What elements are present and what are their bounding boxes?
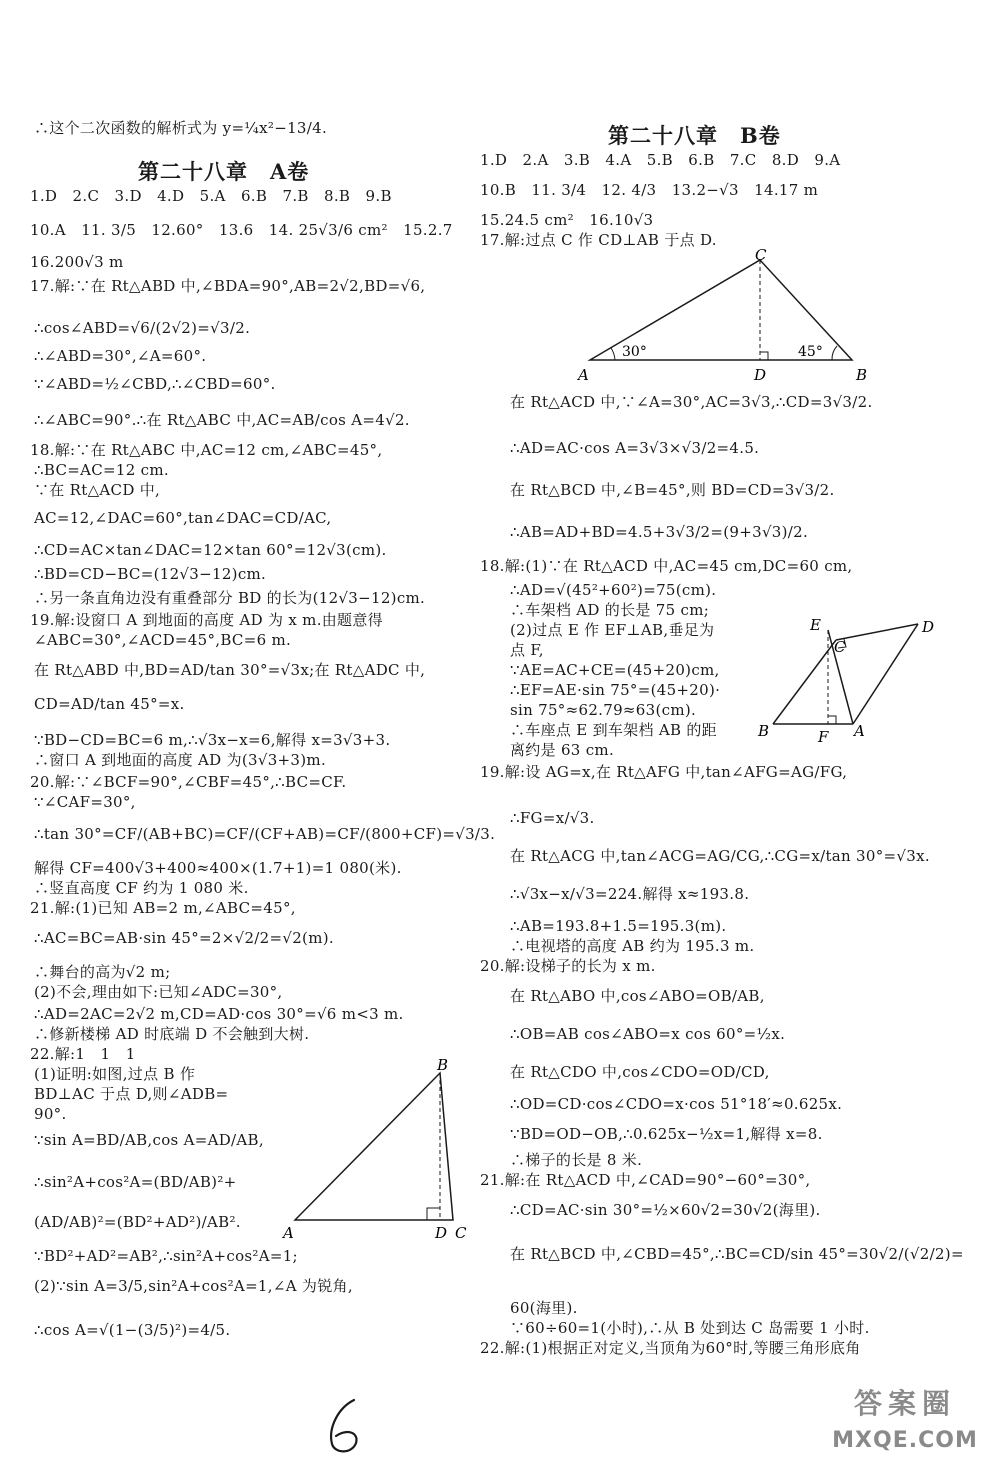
text-line: ∴sin²A+cos²A=(BD/AB)²+ xyxy=(34,1173,237,1191)
text-line: ∴AC=BC=AB·sin 45°=2×√2/2=√2(m). xyxy=(34,929,334,947)
text-line: ∵∠ABD=½∠CBD,∴∠CBD=60°. xyxy=(34,375,276,393)
text-line: 19.解:设窗口 A 到地面的高度 AD 为 x m.由题意得 xyxy=(30,611,383,629)
text-line: 22.解:(1)根据正对定义,当顶角为60°时,等腰三角形底角 xyxy=(480,1339,861,1357)
handwritten-page-number xyxy=(320,1396,370,1462)
text-line: 15.24.5 cm² 16.10√3 xyxy=(480,211,654,229)
text-line: ∴舞台的高为√2 m; xyxy=(34,963,171,981)
text-line: 22.解:1 1 1 xyxy=(30,1045,136,1063)
text-line: ∴√3x−x/√3=224.解得 x≈193.8. xyxy=(510,885,750,903)
fig-label: B xyxy=(856,366,868,384)
fig-label: B xyxy=(758,722,770,740)
fig-label: A xyxy=(283,1224,294,1242)
text-line: ∴AD=AC·cos A=3√3×√3/2=4.5. xyxy=(510,439,760,457)
text-line: ∴修新楼梯 AD 时底端 D 不会触到大树. xyxy=(34,1025,310,1043)
text-line: 17.解:∵在 Rt△ABD 中,∠BDA=90°,AB=2√2,BD=√6, xyxy=(30,277,426,295)
text-line: ∴cos∠ABD=√6/(2√2)=√3/2. xyxy=(34,319,251,337)
text-line: (2)∵sin A=3/5,sin²A+cos²A=1,∠A 为锐角, xyxy=(34,1277,353,1295)
text-line: ∵sin A=BD/AB,cos A=AD/AB, xyxy=(34,1131,264,1149)
fig-label: D xyxy=(922,618,935,636)
fig-label: B xyxy=(437,1058,449,1074)
text-line: ∴cos A=√(1−(3/5)²)=4/5. xyxy=(34,1321,231,1339)
text-line: ∴FG=x/√3. xyxy=(510,809,595,827)
text-line: ∴车架档 AD 的长是 75 cm; xyxy=(510,601,710,619)
text-line: 点 F, xyxy=(510,641,544,659)
fig-label: D xyxy=(754,366,767,384)
text-line: 16.200√3 m xyxy=(30,253,124,271)
text-line: ∴电视塔的高度 AB 约为 195.3 m. xyxy=(510,937,755,955)
fig-label: C xyxy=(455,1224,467,1242)
text-line: 解得 CF=400√3+400≈400×(1.7+1)=1 080(米). xyxy=(34,859,402,877)
text-line: 1.D 2.A 3.B 4.A 5.B 6.B 7.C 8.D 9.A xyxy=(480,151,841,169)
text-line: 在 Rt△BCD 中,∠B=45°,则 BD=CD=3√3/2. xyxy=(510,481,835,499)
fig-label: D xyxy=(435,1224,448,1242)
text-line: ∠ABC=30°,∠ACD=45°,BC=6 m. xyxy=(34,631,292,649)
text-line: ∴梯子的长是 8 米. xyxy=(510,1151,643,1169)
text-line: ∴CD=AC×tan∠DAC=12×tan 60°=12√3(cm). xyxy=(34,541,387,559)
text-line: ∴AB=AD+BD=4.5+3√3/2=(9+3√3)/2. xyxy=(510,523,809,541)
text-line: ∵在 Rt△ACD 中, xyxy=(34,481,161,499)
page-number-text: 6 xyxy=(320,1396,321,1397)
text-line: 在 Rt△ABD 中,BD=AD/tan 30°=√3x;在 Rt△ADC 中, xyxy=(34,661,426,679)
text-line: ∴车座点 E 到车架档 AB 的距 xyxy=(510,721,717,739)
text-line: BD⊥AC 于点 D,则∠ADB= xyxy=(34,1085,229,1103)
text-line: ∵BD−CD=BC=6 m,∴√3x−x=6,解得 x=3√3+3. xyxy=(34,731,391,749)
fig-label: A xyxy=(578,366,589,384)
text-line: 在 Rt△ACD 中,∵∠A=30°,AC=3√3,∴CD=3√3/2. xyxy=(510,393,873,411)
text-line: 在 Rt△BCD 中,∠CBD=45°,∴BC=CD/sin 45°=30√2/(√2/2)= xyxy=(510,1245,964,1263)
text-line: 在 Rt△ACG 中,tan∠ACG=AG/CG,∴CG=x/tan 30°=√3x. xyxy=(510,847,930,865)
text-line: 1.D 2.C 3.D 4.D 5.A 6.B 7.B 8.B 9.B xyxy=(30,187,392,205)
text-line: 离约是 63 cm. xyxy=(510,741,615,759)
text-line: sin 75°≈62.79≈63(cm). xyxy=(510,701,697,719)
text-line: 90°. xyxy=(34,1105,67,1123)
text-line: ∴BC=AC=12 cm. xyxy=(34,461,169,479)
text-line: ∴AD=√(45²+60²)=75(cm). xyxy=(510,581,717,599)
text-line: ∵BD²+AD²=AB²,∴sin²A+cos²A=1; xyxy=(34,1247,298,1265)
text-line: ∵AE=AC+CE=(45+20)cm, xyxy=(510,661,720,679)
text-line: 21.解:在 Rt△ACD 中,∠CAD=90°−60°=30°, xyxy=(480,1171,811,1189)
text-line: ∴CD=AC·sin 30°=½×60√2=30√2(海里). xyxy=(510,1201,821,1219)
text-line: ∴OD=CD·cos∠CDO=x·cos 51°18′≈0.625x. xyxy=(510,1095,843,1113)
text-line: ∴OB=AB cos∠ABO=x cos 60°=½x. xyxy=(510,1025,786,1043)
text-line: 在 Rt△ABO 中,cos∠ABO=OB/AB, xyxy=(510,987,765,1005)
text-line: 10.B 11. 3/4 12. 4/3 13.2−√3 14.17 m xyxy=(480,181,819,199)
fig-label: F xyxy=(818,728,829,746)
fig-label: 30° xyxy=(622,344,647,360)
text-line: 60(海里). xyxy=(510,1299,578,1317)
text-line: ∴EF=AE·sin 75°=(45+20)· xyxy=(510,681,721,699)
triangle-figure-q17 xyxy=(570,248,870,388)
text-line: ∴∠ABD=30°,∠A=60°. xyxy=(34,347,207,365)
fig-label: C xyxy=(755,248,767,264)
text-line: ∴BD=CD−BC=(12√3−12)cm. xyxy=(34,565,267,583)
fig-label: E xyxy=(810,616,821,634)
text-line: (2)不会,理由如下:已知∠ADC=30°, xyxy=(34,983,283,1001)
text-line: ∴这个二次函数的解析式为 y=¼x²−13/4. xyxy=(34,119,328,137)
text-line: 18.解:(1)∵在 Rt△ACD 中,AC=45 cm,DC=60 cm, xyxy=(480,557,853,575)
text-line: (2)过点 E 作 EF⊥AB,垂足为 xyxy=(510,621,715,639)
text-line: 10.A 11. 3/5 12.60° 13.6 14. 25√3/6 cm² 15.2.7 xyxy=(30,221,453,239)
text-line: ∴AB=193.8+1.5=195.3(m). xyxy=(510,917,727,935)
text-line: 18.解:∵在 Rt△ABC 中,AC=12 cm,∠ABC=45°, xyxy=(30,441,383,459)
text-line: ∵∠CAF=30°, xyxy=(34,793,136,811)
text-line: ∴竖直高度 CF 约为 1 080 米. xyxy=(34,879,249,897)
text-line: 19.解:设 AG=x,在 Rt△AFG 中,tan∠AFG=AG/FG, xyxy=(480,763,848,781)
section-title-a: 第二十八章 A卷 xyxy=(138,159,310,184)
text-line: (AD/AB)²=(BD²+AD²)/AB². xyxy=(34,1213,241,1231)
text-line: 20.解:设梯子的长为 x m. xyxy=(480,957,656,975)
watermark-logo xyxy=(820,1380,990,1460)
bicycle-frame-figure-q18 xyxy=(748,612,948,747)
text-line: ∴窗口 A 到地面的高度 AD 为(3√3+3)m. xyxy=(34,751,327,769)
text-line: ∴tan 30°=CF/(AB+BC)=CF/(CF+AB)=CF/(800+CF)=√3/3. xyxy=(34,825,496,843)
fig-label: C xyxy=(834,638,846,656)
text-line: (1)证明:如图,过点 B 作 xyxy=(34,1065,196,1083)
text-line: 在 Rt△CDO 中,cos∠CDO=OD/CD, xyxy=(510,1063,770,1081)
text-line: CD=AD/tan 45°=x. xyxy=(34,695,185,713)
text-line: 21.解:(1)已知 AB=2 m,∠ABC=45°, xyxy=(30,899,296,917)
text-line: 20.解:∵∠BCF=90°,∠CBF=45°,∴BC=CF. xyxy=(30,773,347,791)
fig-label: A xyxy=(854,722,865,740)
text-line: ∴∠ABC=90°.∴在 Rt△ABC 中,AC=AB/cos A=4√2. xyxy=(34,411,410,429)
triangle-figure-q22 xyxy=(275,1058,475,1248)
text-line: AC=12,∠DAC=60°,tan∠DAC=CD/AC, xyxy=(34,509,332,527)
watermark-bottom: MXQE.COM xyxy=(832,1428,978,1453)
text-line: 17.解:过点 C 作 CD⊥AB 于点 D. xyxy=(480,231,717,249)
fig-label: 45° xyxy=(798,344,823,360)
watermark-top: 答案圈 xyxy=(853,1387,956,1420)
text-line: ∵BD=OD−OB,∴0.625x−½x=1,解得 x=8. xyxy=(510,1125,823,1143)
text-line: ∴另一条直角边没有重叠部分 BD 的长为(12√3−12)cm. xyxy=(34,589,426,607)
text-line: ∴AD=2AC=2√2 m,CD=AD·cos 30°=√6 m<3 m. xyxy=(34,1005,404,1023)
section-title-b: 第二十八章 B卷 xyxy=(608,123,781,148)
text-line: ∵60÷60=1(小时),∴从 B 处到达 C 岛需要 1 小时. xyxy=(510,1319,870,1337)
